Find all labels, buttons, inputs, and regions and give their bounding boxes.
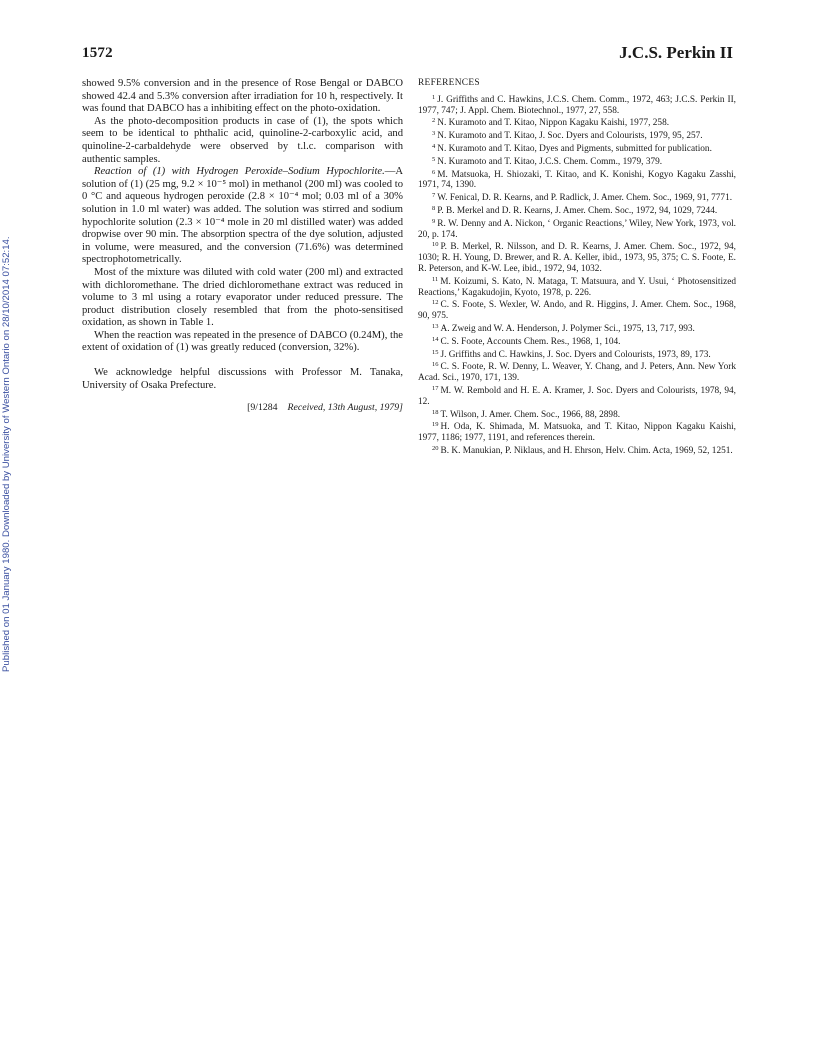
received-line <box>82 402 403 415</box>
reference-3: $^3$ N. Kuramoto and T. Kitao, J. Soc. Dyers and Colourists, 1979, 95, 257. <box>432 130 703 142</box>
paragraph-peroxide-reaction <box>82 166 403 267</box>
received-date: Received, 13th August, 1979] <box>287 402 403 414</box>
references-column <box>418 78 736 457</box>
body-column <box>82 78 403 415</box>
reference-7: $^7$ W. Fenical, D. R. Kearns, and P. Radlick, J. Amer. Chem. Soc., 1969, 91, 7771. <box>432 192 733 204</box>
reference-11: $^{11}$ M. Koizumi, S. Kato, N. Mataga, T. Matsuura, and Y. Usui, ‘ Photosensitized Reactions,’ Kagakudojin, Kyoto, 1978, p. 226. <box>418 275 736 298</box>
reference-4: $^4$ N. Kuramoto and T. Kitao, Dyes and Pigments, submitted for publication. <box>432 142 712 154</box>
section-heading: Reaction of (1) with Hydrogen Peroxide–Sodium Hypochlorite. <box>94 166 385 178</box>
reference-12: $^{12}$ C. S. Foote, S. Wexler, W. Ando, and R. Higgins, J. Amer. Chem. Soc., 1968, 90, 975. <box>418 299 736 322</box>
paragraph-photo-products: As the photo-decomposition products in case of (1), the spots which seem to be identical to phthalic acid, quinoline-2-carboxylic acid, and quinoline-2-carbaldehyde were observed by t.l.c. comparison with authentic samples. <box>82 115 403 165</box>
reference-17: $^{17}$ M. W. Rembold and H. E. A. Kramer, J. Soc. Dyers and Colourists, 1978, 94, 12. <box>418 384 736 407</box>
reference-8: $^8$ P. B. Merkel and D. R. Kearns, J. Amer. Chem. Soc., 1972, 94, 1029, 7244. <box>432 204 718 216</box>
reference-18: $^{18}$ T. Wilson, J. Amer. Chem. Soc., 1966, 88, 2898. <box>432 408 621 420</box>
reference-1: $^1$ J. Griffiths and C. Hawkins, J.C.S. Chem. Comm., 1972, 463; J.C.S. Perkin II, 1977, 747; J. Appl. Chem. Biotechnol., 1977, 27, 558. <box>418 93 736 116</box>
manuscript-id: [9/1284 <box>247 402 278 414</box>
reference-2: $^2$ N. Kuramoto and T. Kitao, Nippon Kagaku Kaishi, 1977, 258. <box>432 117 670 129</box>
journal-title: J.C.S. Perkin II <box>619 43 733 62</box>
acknowledgement: We acknowledge helpful discussions with Professor M. Tanaka, University of Osaka Prefecture. <box>82 367 403 391</box>
paragraph-text: —A solution of (1) (25 mg, 9.2 × 10⁻⁵ mol) in methanol (200 ml) was cooled to 0 °C and aqueous hydrogen peroxide (2.8 × 10⁻⁴ mol; 0.03 ml of a 30% solution in 1.0 ml water) was added. The solution was stirred and sodium hypochlorite solution (2.3 × 10⁻⁴ mole in 20 ml distilled water) was added dropwise over 90 min. The absorption spectra of the dye solution, adjusted in volume, were measured, and the conversion (71.6%) was determined spectrophotometrically. <box>82 166 403 266</box>
reference-13: $^{13}$ A. Zweig and W. A. Henderson, J. Polymer Sci., 1975, 13, 717, 993. <box>432 322 695 334</box>
reference-14: $^{14}$ C. S. Foote, Accounts Chem. Res., 1968, 1, 104. <box>432 335 621 347</box>
reference-9: $^9$ R. W. Denny and A. Nickon, ‘ Organic Reactions,’ Wiley, New York, 1973, vol. 20, p. 174. <box>418 217 736 240</box>
reference-20: $^{20}$ B. K. Manukian, P. Niklaus, and H. Ehrson, Helv. Chim. Acta, 1969, 52, 1251. <box>432 444 733 456</box>
references-heading: REFERENCES <box>418 78 480 88</box>
reference-19: $^{19}$ H. Oda, K. Shimada, M. Matsuoka, and T. Kitao, Nippon Kagaku Kaishi, 1977, 1186; 1977, 1191, and references therein. <box>418 421 736 444</box>
paragraph-extraction: Most of the mixture was diluted with cold water (200 ml) and extracted with dichloromethane. The dried dichloromethane extract was reduced in volume to 3 ml using a rotary evaporator under reduced pressure. The product distribution closely resembled that from the photo-sensitised oxidation, as shown in Table 1. <box>82 266 403 329</box>
reference-5: $^5$ N. Kuramoto and T. Kitao, J.C.S. Chem. Comm., 1979, 379. <box>432 155 663 167</box>
paragraph-continued: showed 9.5% conversion and in the presence of Rose Bengal or DABCO showed 42.4 and 5.3% conversion after irradiation for 10 h, respectively. It was found that DABCO has a inhibiting effect on the photo-oxidation. <box>82 78 403 115</box>
download-watermark: Published on 01 January 1980. Downloaded by University of Western Ontario on 28/10/2014 07:52:14. <box>1 236 12 672</box>
reference-15: $^{15}$ J. Griffiths and C. Hawkins, J. Soc. Dyers and Colourists, 1973, 89, 173. <box>432 348 711 360</box>
reference-16: $^{16}$ C. S. Foote, R. W. Denny, L. Weaver, Y. Chang, and J. Peters, Ann. New York Acad. Sci., 1970, 171, 139. <box>418 361 736 384</box>
reference-6: $^6$ M. Matsuoka, H. Shiozaki, T. Kitao, and K. Konishi, Kogyo Kagaku Zasshi, 1971, 74, 1390. <box>418 168 736 191</box>
paragraph-dabco: When the reaction was repeated in the presence of DABCO (0.24M), the extent of oxidation of (1) was greatly reduced (conversion, 32%). <box>82 329 403 354</box>
page-number: 1572 <box>82 45 113 61</box>
reference-10: $^{10}$ P. B. Merkel, R. Nilsson, and D. R. Kearns, J. Amer. Chem. Soc., 1972, 94, 1030; R. H. Young, D. Brewer, and R. A. Keller, ibid., 1973, 95, 375; C. S. Foote, E. R. Peterson, and K-W. Lee, ibid., 1972, 94, 1032. <box>418 241 736 274</box>
